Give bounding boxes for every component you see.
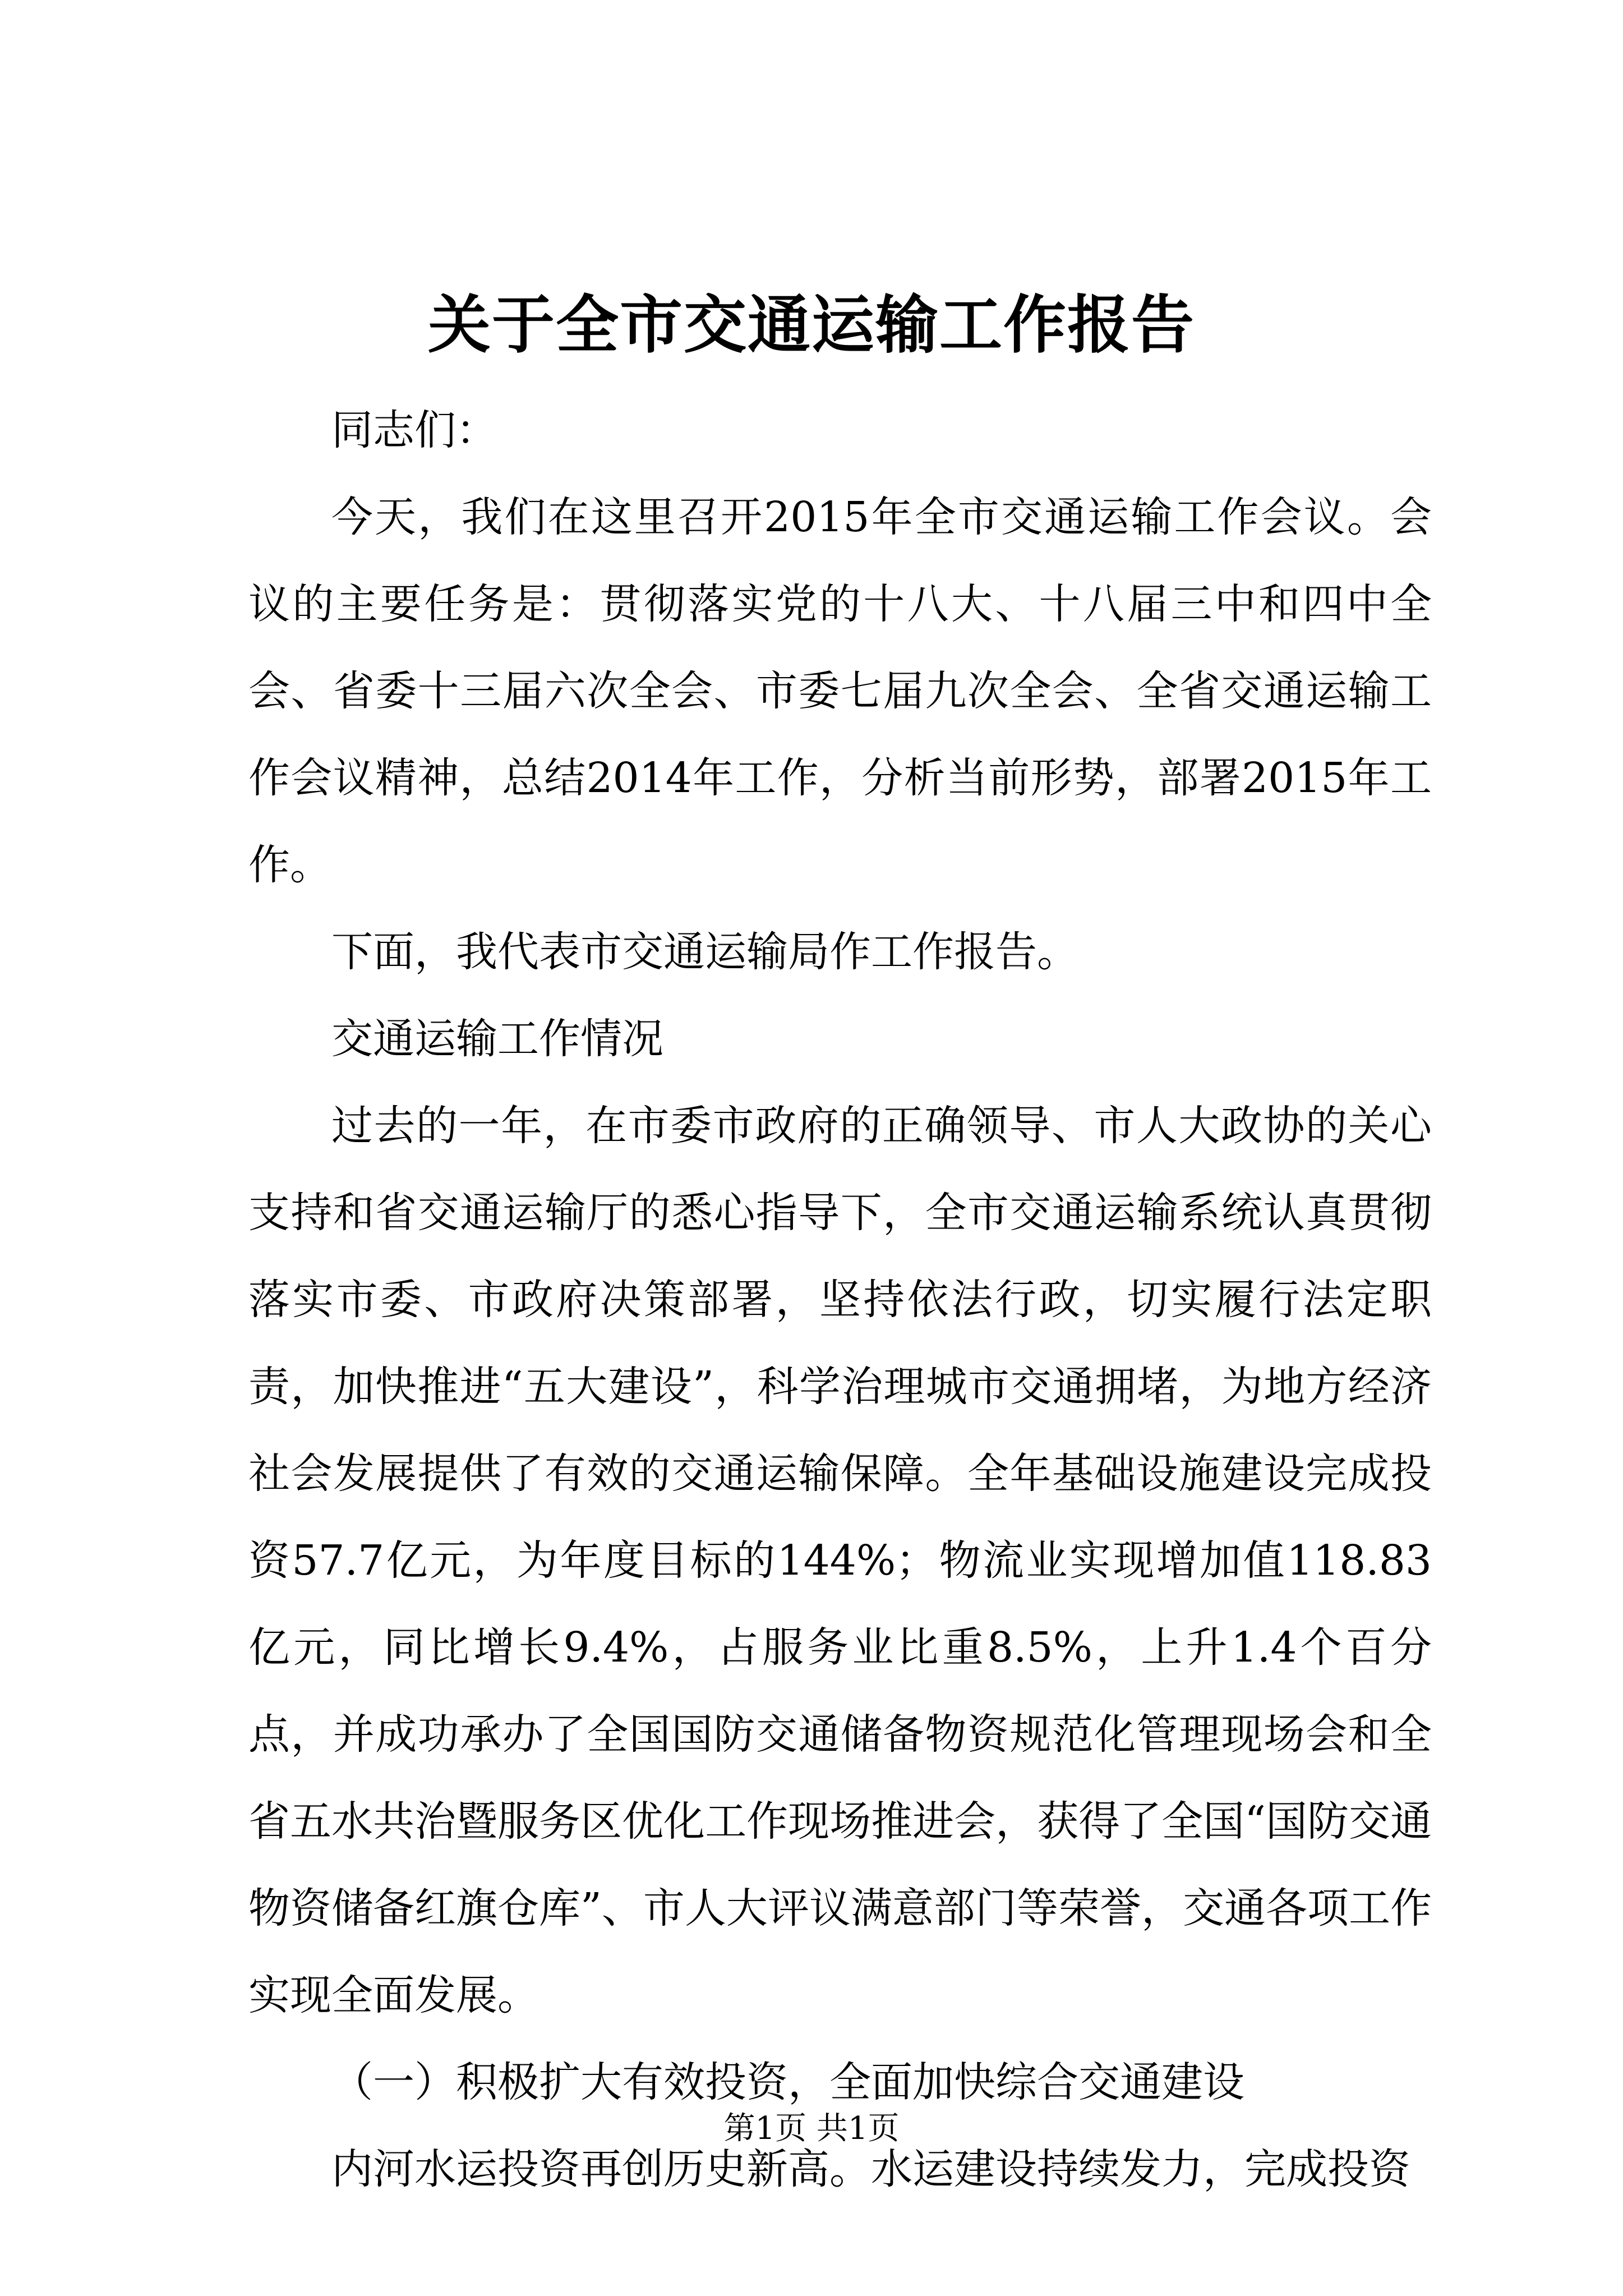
paragraph-intro: 今天，我们在这里召开2015年全市交通运输工作会议。会议的主要任务是：贯彻落实党的十八大、十八届三中和四中全会、省委十三届六次全会、市委七届九次全会、全省交通运输工作会议精神，总结2014年工作，分析当前形势，部署2015年工作。 (248, 493, 1432, 889)
document-title: 关于全市交通运输工作报告 (428, 288, 1195, 362)
paragraph-report-statement: 下面，我代表市交通运输局作工作报告。 (331, 928, 1078, 976)
subsection-heading: （一）积极扩大有效投资，全面加快综合交通建设 (331, 2058, 1244, 2106)
document-body (248, 387, 1432, 2213)
page-footer: 第1页 共1页 (723, 2110, 900, 2147)
paragraph-review: 过去的一年，在市委市政府的正确领导、市人大政协的关心支持和省交通运输厅的悉心指导下，全市交通运输系统认真贯彻落实市委、市政府决策部署，坚持依法行政，切实履行法定职责，加快推进“五大建设”，科学治理城市交通拥堵，为地方经济社会发展提供了有效的交通运输保障。全年基础设施建设完成投资57.7亿元，为年度目标的144%；物流业实现增加值118.83亿元，同比增长9.4%，占服务业比重8.5%，上升1.4个百分点，并成功承办了全国国防交通储备物资规范化管理现场会和全省五水共治暨服务区优化工作现场推进会，获得了全国“国防交通物资储备红旗仓库”、市人大评议满意部门等荣誉，交通各项工作实现全面发展。 (248, 1102, 1432, 2019)
section-heading: 交通运输工作情况 (331, 1015, 663, 1063)
paragraph-waterway: 内河水运投资再创历史新高。水运建设持续发力，完成投资 (331, 2145, 1410, 2193)
paragraph-greeting: 同志们： (331, 406, 497, 454)
